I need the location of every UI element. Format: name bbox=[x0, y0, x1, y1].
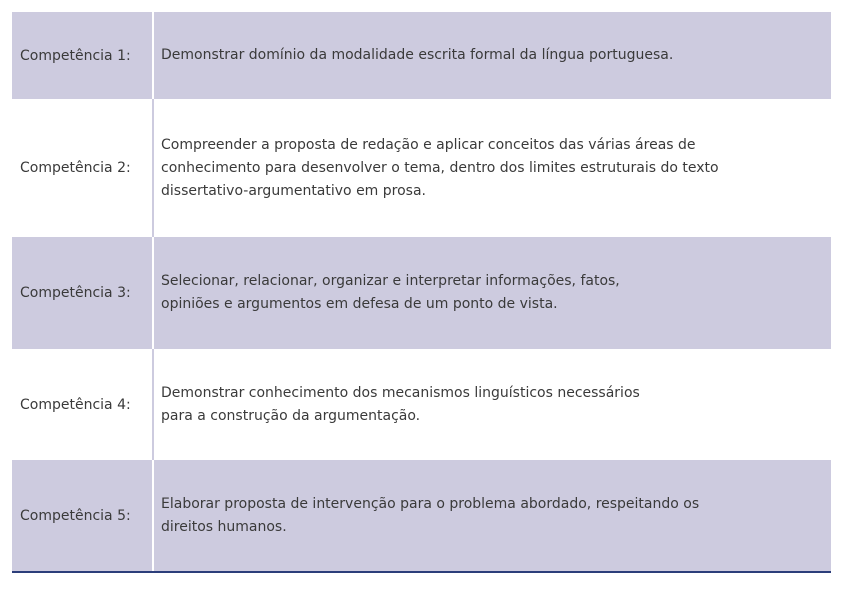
description-line: Elaborar proposta de intervenção para o problema abordado, respeitando os bbox=[161, 496, 700, 512]
description-line: Selecionar, relacionar, organizar e interpretar informações, fatos, bbox=[161, 273, 620, 289]
table-row-competencia-4 bbox=[12, 349, 831, 460]
description-line: direitos humanos. bbox=[161, 519, 287, 535]
row-label: Competência 3: bbox=[20, 285, 131, 301]
competencias-table bbox=[12, 12, 831, 572]
description-line: conhecimento para desenvolver o tema, dentro dos limites estruturais do texto bbox=[161, 159, 719, 176]
table-row-competencia-5 bbox=[12, 460, 831, 572]
table-row-competencia-1 bbox=[12, 12, 831, 99]
row-label: Competência 5: bbox=[20, 508, 131, 524]
description-line: Demonstrar conhecimento dos mecanismos linguísticos necessários bbox=[161, 384, 640, 401]
table-bottom-rule bbox=[12, 571, 831, 573]
table-row-competencia-3 bbox=[12, 237, 831, 349]
row-description bbox=[154, 349, 831, 460]
description-line: Demonstrar domínio da modalidade escrita formal da língua portuguesa. bbox=[161, 47, 674, 63]
row-label: Competência 1: bbox=[20, 47, 131, 64]
description-line: opiniões e argumentos em defesa de um ponto de vista. bbox=[161, 296, 558, 312]
row-description bbox=[154, 460, 831, 572]
row-description bbox=[154, 12, 831, 99]
description-line: Compreender a proposta de redação e aplicar conceitos das várias áreas de bbox=[161, 136, 696, 153]
row-label: Competência 2: bbox=[20, 160, 131, 176]
row-description bbox=[154, 237, 831, 349]
description-line: para a construção da argumentação. bbox=[161, 407, 421, 424]
row-description bbox=[154, 99, 831, 237]
description-line: dissertativo-argumentativo em prosa. bbox=[161, 182, 426, 199]
table-row-competencia-2 bbox=[12, 99, 831, 237]
row-label: Competência 4: bbox=[20, 396, 131, 413]
